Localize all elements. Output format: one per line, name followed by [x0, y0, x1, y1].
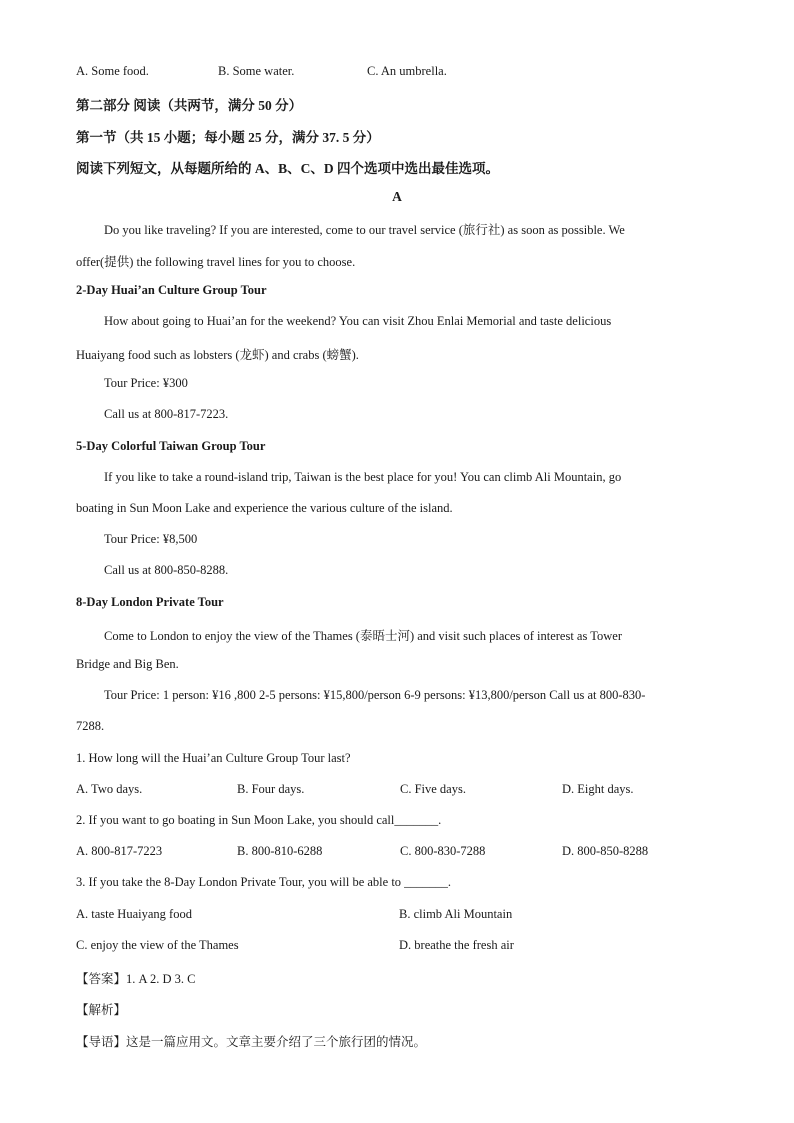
question-1-option-c: C. Five days. — [400, 782, 466, 796]
question-3-option-a: A. taste Huaiyang food — [76, 907, 192, 921]
question-2-stem: 2. If you want to go boating in Sun Moon Lake, you should call_______. — [76, 813, 442, 827]
question-2-option-a: A. 800-817-7223 — [76, 844, 163, 858]
tour3-title: 8-Day London Private Tour — [76, 595, 224, 609]
tour1-desc-2: Huaiyang food such as lobsters (龙虾) and crabs (螃蟹). — [76, 348, 359, 362]
tour2-call: Call us at 800-850-8288. — [104, 563, 229, 577]
passage-letter: A — [392, 189, 402, 204]
prev-option-a: A. Some food. — [76, 64, 149, 78]
tour2-desc-1: If you like to take a round-island trip, Taiwan is the best place for you! You can climb Ali Mountain, go — [104, 470, 622, 484]
tour2-title: 5-Day Colorful Taiwan Group Tour — [76, 439, 266, 453]
tour3-desc-1: Come to London to enjoy the view of the Thames (泰晤士河) and visit such places of interest as Tower — [104, 629, 622, 643]
question-2-option-b: B. 800-810-6288 — [237, 844, 323, 858]
answer-values: 1. A 2. D 3. C — [126, 972, 196, 986]
intro-line-2: offer(提供) the following travel lines for you to choose. — [76, 255, 356, 269]
intro-line-1: Do you like traveling? If you are interested, come to our travel service (旅行社) as soon as possible. We — [104, 223, 625, 237]
guide-text: 这是一篇应用文。文章主要介绍了三个旅行团的情况。 — [126, 1035, 427, 1049]
tour1-title: 2-Day Huai’an Culture Group Tour — [76, 283, 267, 297]
subsection-heading: 第一节（共 15 小题；每小题 25 分，满分 37. 5 分） — [76, 130, 380, 145]
answer-label: 【答案】 — [76, 972, 127, 986]
question-1-stem: 1. How long will the Huai’an Culture Group Tour last? — [76, 751, 351, 765]
question-3-option-b: B. climb Ali Mountain — [399, 907, 513, 921]
question-2-option-c: C. 800-830-7288 — [400, 844, 486, 858]
question-1-option-b: B. Four days. — [237, 782, 305, 796]
answer-line — [76, 969, 195, 987]
tour3-price-2: 7288. — [76, 719, 105, 733]
question-3-option-c: C. enjoy the view of the Thames — [76, 938, 239, 952]
tour1-desc-1: How about going to Huai’an for the weekend? You can visit Zhou Enlai Memorial and taste delicious — [104, 314, 612, 328]
tour1-call: Call us at 800-817-7223. — [104, 407, 229, 421]
question-1-option-d: D. Eight days. — [562, 782, 634, 796]
question-2-option-d: D. 800-850-8288 — [562, 844, 649, 858]
guide-line — [76, 1032, 426, 1050]
question-3-option-d: D. breathe the fresh air — [399, 938, 514, 952]
question-1-option-a: A. Two days. — [76, 782, 143, 796]
guide-label: 【导语】 — [76, 1035, 127, 1049]
tour1-price: Tour Price: ¥300 — [104, 376, 188, 390]
tour3-price-1: Tour Price: 1 person: ¥16 ,800 2-5 persons: ¥15,800/person 6-9 persons: ¥13,800/person Call us at 800-830- — [104, 688, 646, 702]
tour3-desc-2: Bridge and Big Ben. — [76, 657, 179, 671]
instructions: 阅读下列短文，从每题所给的 A、B、C、D 四个选项中选出最佳选项。 — [76, 161, 500, 176]
analysis-label: 【解析】 — [76, 1003, 127, 1017]
prev-option-c: C. An umbrella. — [367, 64, 447, 78]
tour2-desc-2: boating in Sun Moon Lake and experience the various culture of the island. — [76, 501, 453, 515]
tour2-price: Tour Price: ¥8,500 — [104, 532, 198, 546]
prev-option-b: B. Some water. — [218, 64, 295, 78]
question-3-stem: 3. If you take the 8-Day London Private Tour, you will be able to _______. — [76, 875, 452, 889]
section-heading: 第二部分 阅读（共两节，满分 50 分） — [76, 98, 303, 113]
